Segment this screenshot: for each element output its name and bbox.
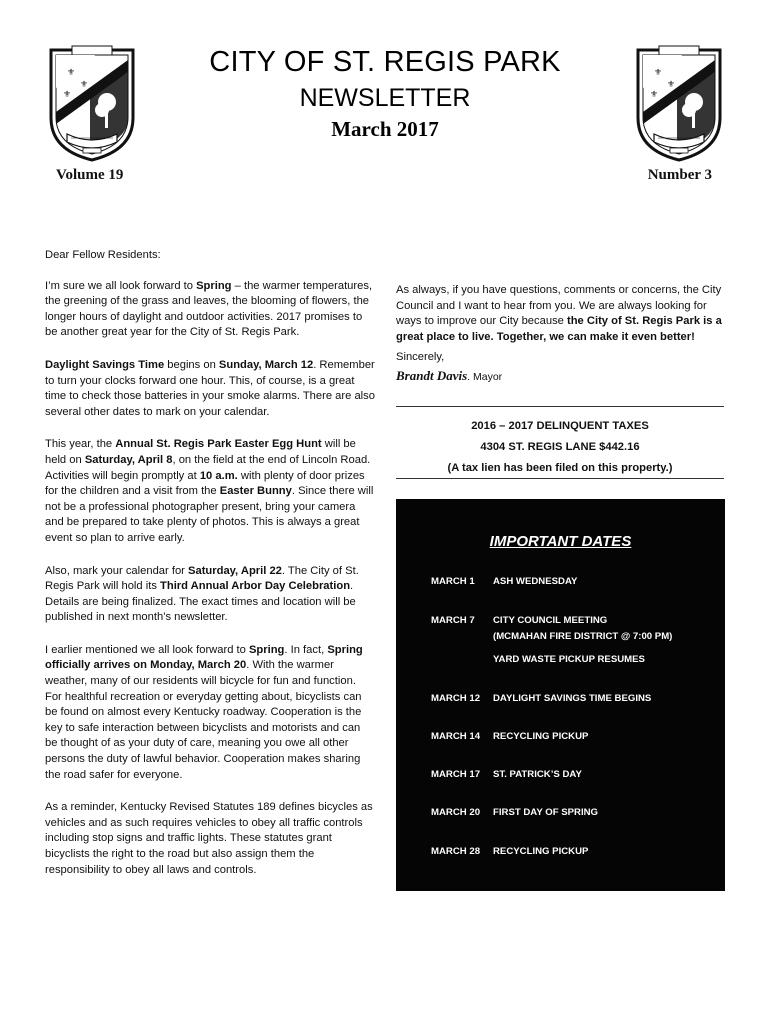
tax-lien-note: (A tax lien has been filed on this property.) bbox=[447, 462, 673, 474]
mayor-title: . Mayor bbox=[467, 370, 503, 383]
mayor-signature: Brandt Davis bbox=[396, 367, 468, 383]
svg-text:⚜: ⚜ bbox=[662, 99, 671, 109]
svg-text:⚜: ⚜ bbox=[75, 99, 84, 109]
tax-property: 4304 ST. REGIS LANE $442.16 bbox=[480, 441, 640, 453]
volume-label: Volume 19 bbox=[56, 167, 124, 183]
letter-right-column bbox=[396, 283, 726, 391]
divider bbox=[396, 406, 724, 407]
letter-paragraph-spring: I’m sure we all look forward to Spring – the warmer temperatures, the greening of the grass and leaves, the blooming of flowers, the longer hours of daylight and outdoor activities. 2017 promises to be another great year for the City of St. Regis Park. bbox=[45, 279, 373, 339]
letter-paragraph-closing: As always, if you have questions, comments or concerns, the City Council and I want to hear from you. We are always looking for ways to improve our City because the City of St. Regis Park is a great place to live. Together, we can make it even better! bbox=[396, 284, 722, 343]
date-row: MARCH 14 RECYCLING PICKUP bbox=[431, 731, 589, 742]
important-dates-heading: IMPORTANT DATES bbox=[489, 533, 632, 550]
delinquent-taxes-notice bbox=[396, 416, 724, 479]
issue-date: March 2017 bbox=[331, 117, 439, 141]
important-dates-panel bbox=[396, 499, 725, 891]
date-row: YARD WASTE PICKUP RESUMES bbox=[493, 654, 645, 665]
letter-greeting: Dear Fellow Residents: bbox=[45, 249, 161, 261]
svg-text:⚜: ⚜ bbox=[63, 89, 72, 99]
svg-text:⚜: ⚜ bbox=[67, 67, 76, 77]
date-row: MARCH 17 ST. PATRICK’S DAY bbox=[431, 769, 582, 780]
letter-paragraph-bicycles: I earlier mentioned we all look forward to Spring. In fact, Spring officially arrives on Monday, March 20. With the warmer weather, many of our residents will bicycle for fun and function. For healthful recreation or everyday getting about, bicyclists can be found on almost every Kentucky roadway. Cooperation is the key to safe interaction between bicyclists and motorists and can be thought of as your duty of care, meaning you owe all other persons the duty of lawful behavior. Cooperation makes sharing the road safer for everyone. bbox=[45, 643, 363, 781]
date-row: MARCH 1 ASH WEDNESDAY bbox=[431, 576, 578, 587]
letter-paragraph-statutes: As a reminder, Kentucky Revised Statutes 189 defines bicycles as vehicles and as such requires vehicles to obey all traffic controls including stop signs and traffic lights. These statutes grant bicyclists the right to the road but also assign them the responsibility to obey all laws and controls. bbox=[45, 801, 373, 876]
newsletter-title: CITY OF ST. REGIS PARK bbox=[209, 46, 561, 78]
letter-paragraph-arbor-day: Also, mark your calendar for Saturday, April 22. The City of St. Regis Park will hold its Third Annual Arbor Day Celebration. Details are being finalized. The exact times and location will be published in next month’s newsletter. bbox=[45, 564, 359, 624]
svg-text:⚜: ⚜ bbox=[80, 79, 89, 89]
date-row: MARCH 7 CITY COUNCIL MEETING (MCMAHAN FIRE DISTRICT @ 7:00 PM) bbox=[431, 615, 673, 642]
number-label: Number 3 bbox=[647, 167, 712, 183]
letter-sign-off: Sincerely, Brandt Davis. Mayor bbox=[396, 351, 503, 383]
date-row: MARCH 28 RECYCLING PICKUP bbox=[431, 846, 589, 857]
letter-paragraph-easter: This year, the Annual St. Regis Park Easter Egg Hunt will be held on Saturday, April 8, on the field at the end of Lincoln Road. Activities will begin promptly at 10 a.m. with plenty of door prizes for the children and a visit from the Easter Bunny. Since there will not be a professional photographer present, bring your camera and be prepared to take plenty of photos. This is always a great event so plan to arrive early. bbox=[45, 438, 374, 544]
svg-text:⚜: ⚜ bbox=[667, 79, 676, 89]
svg-text:⚜: ⚜ bbox=[650, 89, 659, 99]
date-row: MARCH 12 DAYLIGHT SAVINGS TIME BEGINS bbox=[431, 693, 652, 704]
tax-heading: 2016 – 2017 DELINQUENT TAXES bbox=[471, 420, 649, 432]
letter-left-column bbox=[45, 248, 375, 895]
divider bbox=[396, 478, 724, 479]
letter-paragraph-daylight: Daylight Savings Time begins on Sunday, March 12. Remember to turn your clocks forward one hour. This, of course, is a great time to check those batteries in your smoke alarms. There are also several other dates to mark on your calendar. bbox=[45, 358, 375, 418]
svg-text:⚜: ⚜ bbox=[654, 67, 663, 77]
date-row: MARCH 20 FIRST DAY OF SPRING bbox=[431, 807, 599, 818]
newsletter-subtitle: NEWSLETTER bbox=[299, 84, 471, 112]
